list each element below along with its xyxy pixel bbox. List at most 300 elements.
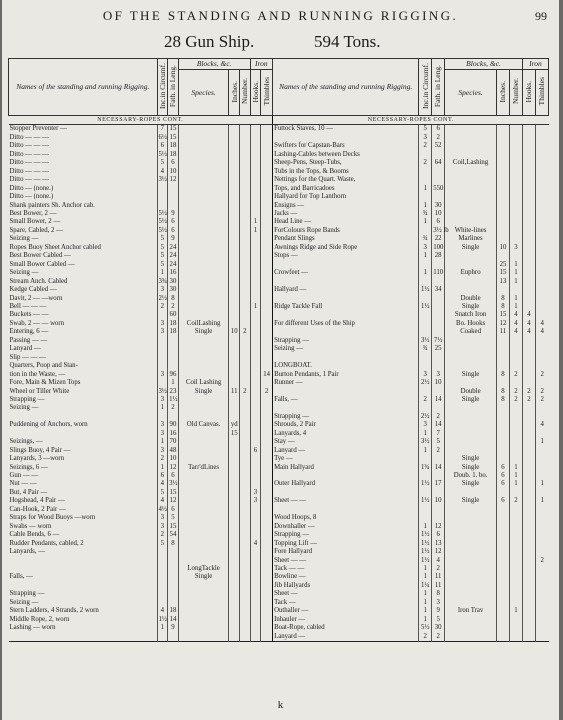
left-number-cell [240,573,251,581]
left-inches-cell [229,489,240,497]
right-circumference-cell: 1¾ [419,464,432,472]
right-circumference-cell: 2 [419,396,432,404]
left-length-cell: 9 [168,235,179,243]
right-species-cell [445,286,497,294]
right-species-cell [445,134,497,142]
right-number-cell [509,438,522,446]
left-rigging-name [9,413,158,421]
right-inches-cell [497,531,510,539]
left-number-cell [240,472,251,480]
right-number-cell [509,142,522,150]
right-thimbles-cell: 1 [535,480,548,488]
right-circumference-cell: 3½ [419,438,432,446]
right-length-cell: 2 [432,447,445,455]
left-circumference-cell: 4 [157,480,168,488]
right-species-cell: Single [445,480,497,488]
right-circumference-cell [419,404,432,412]
left-rigging-name: Fore, Main & Mizen Tops [9,379,81,387]
left-hooks-cell [250,514,261,522]
left-thimbles-cell [261,447,273,455]
right-inches-cell [497,354,510,362]
left-rigging-name: Seizings, 6 — [9,463,48,471]
left-length-cell: 9 [168,624,179,632]
left-length-cell: 70 [169,438,177,446]
right-inches-cell: 10 [497,244,510,252]
left-inches-cell [229,565,240,573]
left-thimbles-cell [261,235,273,243]
left-hooks-cell [250,565,261,573]
left-number-cell [240,480,251,488]
right-hooks-cell [522,464,535,472]
right-species-cell: Iron Trav [445,607,497,615]
page-number: 99 [535,9,547,23]
left-number-cell [240,633,251,642]
right-rigging-name: Strapping — [273,337,419,345]
right-circumference-cell: 2 [419,633,432,642]
right-number-cell: 2 [509,497,522,505]
right-number-cell [509,252,522,260]
left-number-cell [240,447,251,455]
right-circumference-cell: 2½ [419,413,432,421]
left-species-cell [178,523,229,531]
right-thimbles-cell: 2 [535,557,548,565]
right-circumference-cell: 5 [419,125,432,134]
left-species-cell [178,168,229,176]
right-species-cell [445,548,497,556]
left-number-cell [240,565,251,573]
right-thimbles-cell [535,168,548,176]
left-hooks-cell [250,590,261,598]
table-row [9,616,549,624]
right-hooks-cell [522,540,535,548]
left-circumference-cell: 2 [157,531,168,539]
right-species-cell [445,345,497,353]
left-hooks-cell [250,210,261,218]
table-row [9,235,549,243]
right-species-cell [445,447,497,455]
left-thimbles-cell: 2 [261,388,273,396]
right-length-cell: 52 [432,142,445,150]
right-hooks-cell [522,151,535,159]
left-thimbles-cell [261,311,273,319]
right-inches-cell [497,489,510,497]
right-rigging-name: Head Line — [273,218,419,226]
left-thimbles-cell [261,328,273,336]
right-hooks-cell [522,210,535,218]
left-species-cell [178,142,229,150]
thimbles-header-left: Thimbles [261,70,273,116]
left-rigging-name: Spare, Cabled, 2 — [9,226,63,234]
right-circumference-cell [419,388,432,396]
right-number-cell [509,168,522,176]
right-length-cell [432,455,445,463]
left-number-cell [240,134,251,142]
right-length-cell: 100 [433,243,444,251]
left-hooks-cell [250,235,261,243]
right-length-cell: 4 [432,557,445,565]
left-hooks-cell [250,354,261,362]
right-inches-cell [497,438,510,446]
right-number-cell: 1 [509,464,522,472]
left-rigging-name: Ditto — — — [9,133,49,141]
right-hooks-cell [522,159,535,167]
left-length-cell: 60 [169,311,177,319]
left-circumference-cell [157,345,168,353]
right-thimbles-cell [535,252,548,260]
right-species-cell: Marlines [445,235,497,243]
right-inches-cell [497,134,510,142]
right-species-cell [445,430,497,438]
right-inches-cell [497,582,510,590]
right-circumference-cell [419,151,432,159]
right-hooks-cell [522,557,535,565]
right-hooks-cell [522,362,535,370]
right-circumference-cell: 1½ [419,540,432,548]
left-length-cell: 6 [168,472,179,480]
left-number-cell [240,523,251,531]
left-species-cell: Tarr'dLines [178,464,229,472]
tonnage-title: 594 Tons. [314,32,381,51]
left-thimbles-cell [261,286,273,294]
right-number-cell: 4 [509,320,522,328]
right-number-cell [509,590,522,598]
left-thimbles-cell [261,472,273,480]
right-circumference-cell: ¾ [419,235,432,243]
right-inches-cell [497,514,510,522]
right-species-cell: Double [445,295,497,303]
right-rigging-name: Falls, — [273,396,419,404]
right-length-cell [432,311,445,319]
left-thimbles-cell [261,464,273,472]
right-thimbles-cell [535,447,548,455]
left-rigging-name: Stream Anch. Cabled [9,277,68,285]
right-circumference-cell: 1½ [419,531,432,539]
left-hooks-cell [250,286,261,294]
left-inches-cell [229,404,240,412]
right-number-cell: 1 [509,472,522,480]
left-length-cell: 9 [168,210,179,218]
left-number-cell [240,168,251,176]
right-inches-cell: 8 [497,396,510,404]
left-species-cell [178,185,229,193]
left-number-cell [240,599,251,607]
right-rigging-name: Ridge Tackle Fall [273,303,419,311]
right-circumference-cell: 3 [419,244,432,252]
right-number-cell [509,202,522,210]
right-species-cell: Doub. 1. bo. [445,472,497,480]
left-hooks-cell [250,480,261,488]
right-number-cell [509,354,522,362]
right-length-cell [432,303,445,311]
left-number-cell [240,607,251,615]
right-species-cell: Euphro [445,269,497,277]
right-inches-cell [497,168,510,176]
table-row [9,565,549,573]
right-thimbles-cell [535,464,548,472]
right-thimbles-cell [535,573,548,581]
right-hooks-cell [522,142,535,150]
left-hooks-cell [250,616,261,624]
left-thimbles-cell [261,480,273,488]
left-inches-cell [229,235,240,243]
right-inches-cell: 8 [497,295,510,303]
left-circumference-cell: 2 [157,303,168,311]
right-hooks-cell [522,202,535,210]
right-thimbles-cell [535,624,548,632]
left-thimbles-cell [261,295,273,303]
right-inches-cell [497,573,510,581]
right-length-cell: 7½ [432,337,445,345]
right-number-cell [509,176,522,184]
right-length-cell [432,362,445,370]
right-rigging-name: Seizing — [273,345,419,353]
right-inches-cell [497,523,510,531]
left-number-cell [240,125,251,134]
right-circumference-cell [419,176,432,184]
right-length-cell: 2 [432,413,445,421]
right-rigging-name: Fore Hallyard [273,548,419,556]
left-length-cell: 8 [168,540,179,548]
right-circumference-cell: 1½ [419,303,432,311]
right-inches-cell: 13 [497,278,510,286]
right-thimbles-cell [535,506,548,514]
right-rigging-name: Lanyard — [273,447,419,455]
right-rigging-name: Ensigns — [273,202,419,210]
left-species-cell [178,337,229,345]
left-species-cell [178,261,229,269]
table-row [9,168,549,176]
right-inches-cell: 8 [497,371,510,379]
right-circumference-cell [419,514,432,522]
left-rigging-name: Davit, 2 — —worn [9,294,63,302]
right-length-cell: 6 [432,125,445,134]
left-rigging-name: Passing — — [9,336,48,344]
right-number-cell [509,421,522,429]
right-hooks-cell [522,531,535,539]
right-length-cell: 550 [433,184,444,192]
left-hooks-cell [250,472,261,480]
right-rigging-name [273,388,419,396]
right-hooks-cell [522,633,535,642]
left-hooks-cell [250,421,261,429]
right-species-cell [445,531,497,539]
left-length-cell: 2 [168,404,179,412]
right-number-cell: 4 [509,328,522,336]
table-row [9,404,549,412]
left-length-cell [168,565,179,573]
table-row [9,472,549,480]
right-thimbles-cell [535,455,548,463]
right-species-cell [445,489,497,497]
table-row [9,607,549,615]
left-thimbles-cell [261,624,273,632]
left-length-cell: 15 [169,133,177,141]
left-species-cell [178,278,229,286]
left-rigging-name: Entering, 6 — [9,328,49,336]
left-inches-cell [229,464,240,472]
left-inches-cell [229,311,240,319]
right-thimbles-cell [535,582,548,590]
left-species-cell [178,362,229,370]
right-species-cell [445,218,497,226]
left-length-cell: 18 [169,142,177,150]
circumference-header-left: Inc.in Circumf. [157,59,168,116]
left-rigging-name: Buckets — — [9,311,49,319]
table-row [9,244,549,252]
left-hooks-cell [250,269,261,277]
right-species-cell [445,337,497,345]
left-hooks-cell [250,464,261,472]
left-thimbles-cell [261,176,273,184]
left-number-cell [240,379,251,387]
left-inches-cell [229,633,240,642]
left-inches-cell [229,472,240,480]
left-number-cell [240,252,251,260]
left-species-cell [178,633,229,642]
left-thimbles-cell [261,607,273,615]
right-hooks-cell [522,421,535,429]
right-species-cell [445,523,497,531]
left-circumference-cell: 3 [157,523,168,531]
left-length-cell: 18 [169,150,177,158]
right-circumference-cell: 1 [419,202,432,210]
right-inches-cell [497,125,510,134]
left-number-cell [240,345,251,353]
right-species-cell [445,185,497,193]
right-length-cell [432,261,445,269]
left-number-cell: 2 [240,388,251,396]
table-row [9,185,549,193]
left-hooks-cell [250,278,261,286]
right-thimbles-cell [535,269,548,277]
right-rigging-name: Stops — [273,252,419,260]
left-inches-cell [229,582,240,590]
circumference-header-right: Inc.in Circumf. [419,59,432,116]
table-row [9,345,549,353]
right-thimbles-cell: 4 [535,320,548,328]
left-length-cell: 14 [169,615,177,623]
right-species-cell [445,421,497,429]
right-rigging-name: Hallyard — [273,286,419,294]
left-rigging-name: Slings Buoy, 4 Pair — [9,446,71,454]
left-rigging-name [9,565,158,573]
right-thimbles-cell [535,125,548,134]
left-inches-cell [229,497,240,505]
right-rigging-name: Topping Lift — [273,540,419,548]
right-circumference-cell: 5½ [419,624,432,632]
left-rigging-name: Ditto — — — [9,142,49,150]
left-length-cell: 15 [169,125,177,133]
left-number-cell [240,362,251,370]
right-number-cell [509,286,522,294]
left-rigging-name: Bell — — — [9,302,47,310]
left-rigging-name: Lanyard — [9,345,41,353]
right-rigging-name [273,295,419,303]
left-thimbles-cell [261,633,273,642]
right-number-cell [509,151,522,159]
left-circumference-cell: 4 [157,607,168,615]
right-thimbles-cell [535,159,548,167]
right-length-cell: 9 [432,607,445,615]
right-hooks-cell [522,624,535,632]
left-inches-cell [229,295,240,303]
left-thimbles-cell [261,185,273,193]
left-thimbles-cell [261,540,273,548]
left-rigging-name: Lashing — worn [9,624,56,632]
right-species-cell [445,278,497,286]
right-rigging-name [273,134,419,142]
left-circumference-cell: 3 [157,514,168,522]
right-thimbles-cell: 4 [535,421,548,429]
right-rigging-name [273,261,419,269]
left-species-cell [178,286,229,294]
left-length-cell: 54 [169,531,177,539]
right-inches-cell [497,590,510,598]
right-thimbles-cell [535,227,548,235]
running-title: OF THE STANDING AND RUNNING RIGGING. [102,8,459,23]
table-row [9,548,549,556]
left-rigging-name [9,557,158,565]
table-row [9,379,549,387]
right-inches-cell [497,379,510,387]
right-thimbles-cell [535,176,548,184]
left-number-cell [240,159,251,167]
right-length-cell: 17 [432,480,445,488]
right-number-cell: 1 [509,607,522,615]
right-circumference-cell: 1 [419,599,432,607]
right-rigging-name: Sheet — [273,590,419,598]
left-rigging-name: Swabs — worn [9,522,52,530]
left-species-cell [178,371,229,379]
left-rigging-name: Quarters, Poop and Stan- [9,362,78,370]
left-inches-cell [229,480,240,488]
right-length-cell: 2 [432,134,445,142]
right-thimbles-cell: 1 [535,438,548,446]
right-circumference-cell: 2 [419,159,432,167]
right-rigging-name: Tye — [273,455,419,463]
right-thimbles-cell [535,607,548,615]
right-hooks-cell [522,286,535,294]
left-rigging-name: Seizing — [9,404,39,412]
right-circumference-cell: 1 [419,218,432,226]
right-rigging-name: ForColours Rope Bands [273,227,419,235]
right-species-cell [445,590,497,598]
right-rigging-name: Stay — [273,438,419,446]
table-row [9,354,549,362]
right-length-cell: 2 [432,633,445,642]
left-circumference-cell [157,548,168,556]
left-number-cell [240,413,251,421]
left-inches-cell: 11 [229,388,240,396]
left-hooks-cell [250,573,261,581]
right-hooks-cell [522,371,535,379]
left-circumference-cell: 3 [157,421,168,429]
left-inches-cell [229,269,240,277]
left-circumference-cell [157,582,168,590]
table-row [9,413,549,421]
table-row [9,590,549,598]
left-inches-cell [229,151,240,159]
left-circumference-cell: 5 [157,252,168,260]
left-hooks-cell [250,337,261,345]
table-row [9,218,549,226]
right-number-cell: 1 [509,303,522,311]
right-length-cell [432,354,445,362]
right-number-cell [509,185,522,193]
left-circumference-cell [157,573,168,581]
right-number-cell [509,489,522,497]
right-length-cell: 10 [432,497,445,505]
